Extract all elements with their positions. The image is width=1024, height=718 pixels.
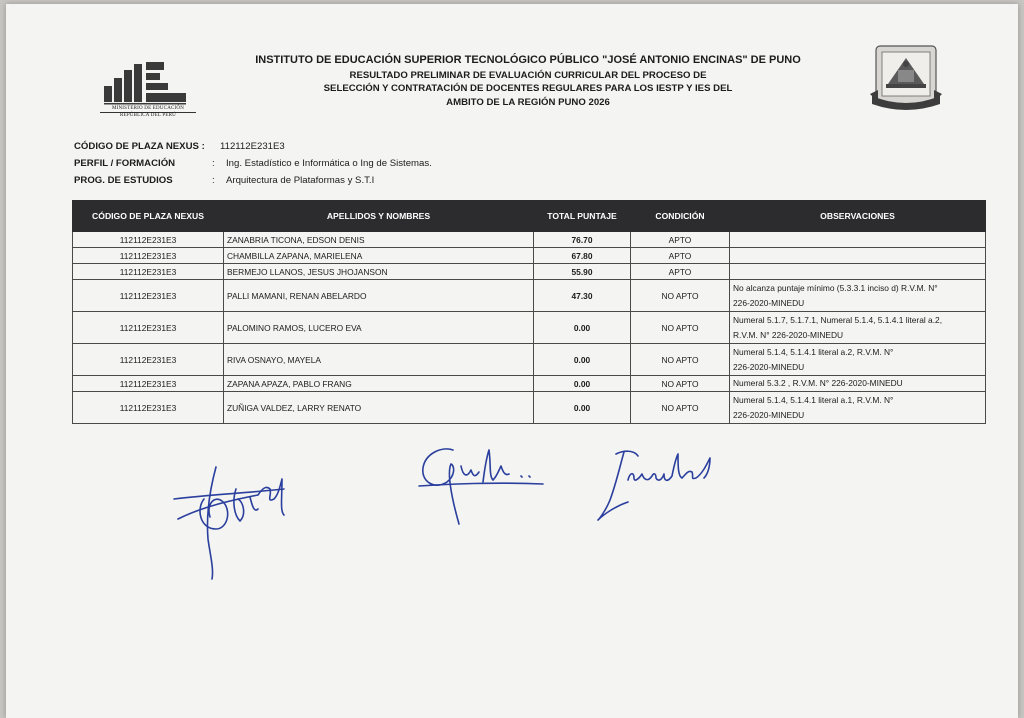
col-header-puntaje: TOTAL PUNTAJE bbox=[534, 201, 631, 232]
col-header-codigo: CÓDIGO DE PLAZA NEXUS bbox=[73, 201, 224, 232]
cell-condicion: APTO bbox=[631, 248, 730, 264]
ministry-caption-2: REPÚBLICA DEL PERÚ bbox=[100, 112, 196, 119]
region-title: AMBITO DE LA REGIÓN PUNO 2026 bbox=[446, 96, 610, 108]
col-header-observaciones: OBSERVACIONES bbox=[730, 201, 986, 232]
obs-line: 226-2020-MINEDU bbox=[733, 409, 805, 420]
cell-nombre: ZAPANA APAZA, PABLO FRANG bbox=[224, 376, 534, 392]
cell-nombre: CHAMBILLA ZAPANA, MARIELENA bbox=[224, 248, 534, 264]
cell-codigo: 112112E231E3 bbox=[73, 232, 224, 248]
ministry-logo-mark bbox=[100, 60, 196, 106]
cell-puntaje: 0.00 bbox=[534, 392, 631, 424]
cell-puntaje: 55.90 bbox=[534, 264, 631, 280]
cell-puntaje: 0.00 bbox=[534, 312, 631, 344]
obs-line: R.V.M. N° 226-2020-MINEDU bbox=[733, 329, 844, 340]
signature-2 bbox=[411, 436, 551, 536]
cell-nombre: BERMEJO LLANOS, JESUS JHOJANSON bbox=[224, 264, 534, 280]
obs-line: Numeral 5.1.4, 5.1.4.1 literal a.2, R.V.M. N° bbox=[733, 346, 894, 357]
result-title: RESULTADO PRELIMINAR DE EVALUACIÓN CURRICULAR DEL PROCESO DE bbox=[349, 69, 707, 81]
cell-observaciones bbox=[730, 232, 986, 248]
obs-line: Numeral 5.1.7, 5.1.7.1, Numeral 5.1.4, 5.1.4.1 literal a.2, bbox=[733, 314, 943, 325]
cell-codigo: 112112E231E3 bbox=[73, 264, 224, 280]
table-header-row bbox=[73, 201, 986, 232]
cell-condicion: NO APTO bbox=[631, 280, 730, 312]
col-header-nombres: APELLIDOS Y NOMBRES bbox=[224, 201, 534, 232]
document-header bbox=[228, 54, 828, 109]
cell-observaciones bbox=[730, 280, 986, 312]
obs-line: Numeral 5.1.4, 5.1.4.1 literal a.1, R.V.M. N° bbox=[733, 394, 894, 405]
perfil-colon: : bbox=[212, 158, 215, 169]
table-row bbox=[73, 344, 986, 376]
cell-condicion: APTO bbox=[631, 232, 730, 248]
cell-puntaje: 47.30 bbox=[534, 280, 631, 312]
col-header-condicion: CONDICIÓN bbox=[631, 201, 730, 232]
cell-nombre: PALLI MAMANI, RENAN ABELARDO bbox=[224, 280, 534, 312]
obs-line: No alcanza puntaje mínimo (5.3.3.1 inciso d) R.V.M. N° bbox=[733, 282, 938, 293]
ministry-logo bbox=[100, 60, 196, 126]
cell-puntaje: 67.80 bbox=[534, 248, 631, 264]
cell-nombre: ZUÑIGA VALDEZ, LARRY RENATO bbox=[224, 392, 534, 424]
cell-condicion: NO APTO bbox=[631, 376, 730, 392]
cell-condicion: APTO bbox=[631, 264, 730, 280]
cell-codigo: 112112E231E3 bbox=[73, 248, 224, 264]
institute-seal bbox=[868, 44, 944, 116]
table-row bbox=[73, 280, 986, 312]
cell-condicion: NO APTO bbox=[631, 312, 730, 344]
obs-line: 226-2020-MINEDU bbox=[733, 361, 805, 372]
results-table bbox=[72, 200, 986, 424]
cell-observaciones bbox=[730, 248, 986, 264]
cell-nombre: RIVA OSNAYO, MAYELA bbox=[224, 344, 534, 376]
prog-label: PROG. DE ESTUDIOS bbox=[74, 175, 173, 186]
obs-line: 226-2020-MINEDU bbox=[733, 297, 805, 308]
table-row bbox=[73, 392, 986, 424]
table-row bbox=[73, 264, 986, 280]
prog-value: Arquitectura de Plataformas y S.T.I bbox=[226, 175, 375, 186]
cell-codigo: 112112E231E3 bbox=[73, 376, 224, 392]
signature-3 bbox=[594, 444, 729, 529]
cell-puntaje: 76.70 bbox=[534, 232, 631, 248]
cell-observaciones bbox=[730, 392, 986, 424]
document-sheet bbox=[6, 4, 1018, 718]
cell-nombre: ZANABRIA TICONA, EDSON DENIS bbox=[224, 232, 534, 248]
table-row bbox=[73, 312, 986, 344]
cell-observaciones bbox=[730, 264, 986, 280]
cell-codigo: 112112E231E3 bbox=[73, 280, 224, 312]
cell-condicion: NO APTO bbox=[631, 344, 730, 376]
table-row bbox=[73, 248, 986, 264]
cell-observaciones bbox=[730, 312, 986, 344]
cell-nombre: PALOMINO RAMOS, LUCERO EVA bbox=[224, 312, 534, 344]
cell-observaciones bbox=[730, 344, 986, 376]
signature-1 bbox=[166, 459, 296, 584]
ministry-caption-1: MINISTERIO DE EDUCACIÓN bbox=[111, 106, 185, 111]
cell-codigo: 112112E231E3 bbox=[73, 312, 224, 344]
cell-puntaje: 0.00 bbox=[534, 376, 631, 392]
plaza-value: 112112E231E3 bbox=[220, 141, 285, 152]
process-title: SELECCIÓN Y CONTRATACIÓN DE DOCENTES REGULARES PARA LOS IESTP Y IES DEL bbox=[323, 83, 733, 94]
cell-puntaje: 0.00 bbox=[534, 344, 631, 376]
table-row bbox=[73, 232, 986, 248]
plaza-label: CÓDIGO DE PLAZA NEXUS : bbox=[74, 141, 205, 152]
perfil-label: PERFIL / FORMACIÓN bbox=[74, 158, 176, 169]
cell-codigo: 112112E231E3 bbox=[73, 344, 224, 376]
cell-condicion: NO APTO bbox=[631, 392, 730, 424]
cell-observaciones bbox=[730, 376, 986, 392]
cell-codigo: 112112E231E3 bbox=[73, 392, 224, 424]
perfil-value: Ing. Estadístico e Informática o Ing de Sistemas. bbox=[226, 158, 432, 169]
institute-seal-icon bbox=[868, 44, 944, 116]
prog-colon: : bbox=[212, 175, 215, 186]
institute-title: INSTITUTO DE EDUCACIÓN SUPERIOR TECNOLÓGICO PÚBLICO "JOSÉ ANTONIO ENCINAS" DE PUNO bbox=[255, 54, 801, 66]
table-row bbox=[73, 376, 986, 392]
obs-line: Numeral 5.3.2 , R.V.M. N° 226-2020-MINEDU bbox=[733, 378, 903, 388]
